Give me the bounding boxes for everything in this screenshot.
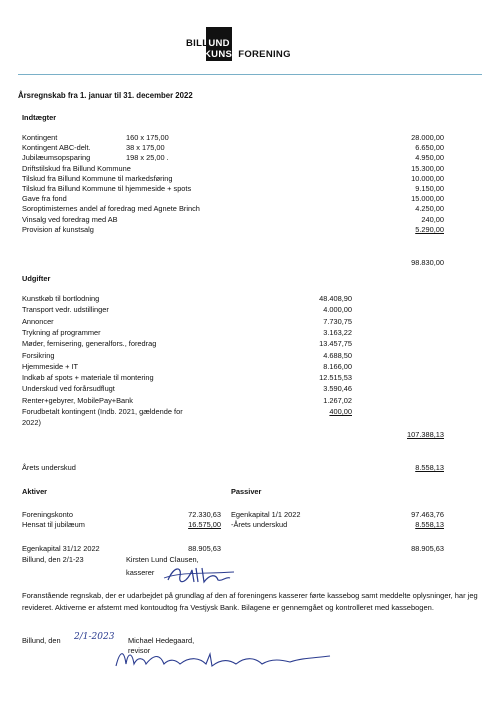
equity-amount: 88.905,63 [188,544,221,553]
auditor-handwritten-date: 2/1-2023 [74,632,115,642]
logo-text-1a: BILL [186,38,209,49]
income-row-amount: 4.950,00 [415,153,444,163]
income-heading: Indtægter [22,113,57,122]
liability-amount-1: 8.558,13 [415,520,444,529]
expense-row-amount: 8.166,00 [323,361,352,371]
income-row-label: Kontingent [22,133,58,142]
income-row-label: Provision af kunstsalg [22,224,94,234]
income-row-label: Tilskud fra Billund Kommune til markedsføring [22,173,173,183]
logo [176,27,306,67]
income-row-amount: 10.000,00 [411,173,444,183]
income-row-label: Vinsalg ved foredrag med AB [22,214,118,224]
expense-row-amount: 4.000,00 [323,305,352,315]
expense-row-label: Indkøb af spots + materiale til montering [22,373,154,383]
treasurer-role: kasserer [126,568,155,577]
logo-text-2b: FORENING [238,49,291,60]
expenses-total: 107.388,13 [407,430,444,439]
auditor-role: revisor [128,646,151,655]
expense-row-label: Transport vedr. udstillinger [22,305,109,315]
expense-row-amount: 3.163,22 [323,327,352,337]
expense-row-label: Kunstkøb til bortlodning [22,294,100,303]
treasurer-name: Kirsten Lund Clausen, [126,555,199,564]
expense-row-label: Underskud ved forårsudflugt [22,384,115,394]
income-row-amount: 6.650,00 [415,143,444,153]
income-row-detail: 38 x 175,00 [126,143,165,153]
expense-row-amount: 4.688,50 [323,350,352,360]
liability-amount-0: 97.463,76 [411,510,444,519]
income-row-label: Tilskud fra Billund Kommune til hjemmeside + spots [22,184,192,193]
income-row-amount: 9.150,00 [415,184,444,193]
income-row-amount: 240,00 [421,214,444,224]
expense-row-amount: 3.590,46 [323,384,352,394]
expense-row-label: Forudbetalt kontingent (Indb. 2021, gældende for [22,407,183,416]
header-divider [18,74,482,75]
income-row-amount: 5.290,00 [415,224,444,234]
auditor-signature [110,646,340,672]
logo-text-1b: UND [208,38,230,49]
expense-row-amount: 1.267,02 [323,395,352,405]
page-title: Årsregnskab fra 1. januar til 31. december 2022 [18,91,193,100]
expense-row-amount: 400,00 [329,407,352,416]
assets-heading: Aktiver [22,487,48,496]
income-row-detail: 198 x 25,00 . [126,153,169,163]
income-row-amount: 15.000,00 [411,194,444,204]
income-row-amount: 28.000,00 [411,133,444,142]
expenses-heading: Udgifter [22,274,51,283]
auditor-place: Billund, den [22,636,61,645]
expense-row-label: Renter+gebyrer, MobilePay+Bank [22,395,133,405]
liability-label-1: -Årets underskud [231,520,288,529]
liability-label-0: Egenkapital 1/1 2022 [231,510,301,519]
expense-row-label: Forsikring [22,350,55,360]
expense-row-label: Annoncer [22,316,54,326]
auditor-name: Michael Hedegaard, [128,636,195,645]
audit-statement: Foranstående regnskab, der er udarbejdet på grundlag af den af foreningens kasserer førte kassebog samt meddelte oplysninger, har jeg revideret. Aktiverne er afstemt med kontoudtog fra Vestjysk Bank. Bilagene er gennemgået og kontrolleret med kassebogen. [22,591,478,612]
deficit-label: Årets underskud [22,463,76,472]
income-row-label: Gave fra fond [22,194,67,204]
logo-text-2a: KUNST [204,49,239,60]
income-row-amount: 4.250,00 [415,204,444,214]
liabilities-total: 88.905,63 [411,544,444,553]
asset-label-0: Foreningskonto [22,510,73,519]
expense-row-amount: 12.515,53 [319,373,352,383]
expense-row-label: Trykning af programmer [22,327,101,337]
asset-amount-0: 72.330,63 [188,510,221,519]
liabilities-heading: Passiver [231,487,262,496]
asset-amount-1: 16.575,00 [188,520,221,529]
deficit-amount: 8.558,13 [415,463,444,472]
expense-row-label: Møder, fernisering, generalfors., foredrag [22,339,157,349]
expense-row-amount: 7.730,75 [323,316,352,326]
income-row-amount: 15.300,00 [411,163,444,173]
equity-label: Egenkapital 31/12 2022 [22,544,100,553]
income-row-label: Jubilæumsopsparing [22,153,91,163]
treasurer-signature [160,560,240,588]
income-row-detail: 160 x 175,00 [126,133,169,142]
expense-row-amount: 48.408,90 [319,294,352,303]
income-row-label: Kontingent ABC-delt. [22,143,91,153]
expense-row-label: Hjemmeside + IT [22,361,79,371]
income-row-label: Driftstilskud fra Billund Kommune [22,163,131,173]
expense-last-line: 2022) [22,418,41,427]
income-total: 98.830,00 [411,258,444,267]
asset-label-1: Hensat til jubilæum [22,520,85,529]
treasurer-place-date: Billund, den 2/1-23 [22,555,84,564]
income-row-label: Soroptimisternes andel af foredrag med Agnete Brinch [22,204,200,214]
expense-row-amount: 13.457,75 [319,339,352,349]
